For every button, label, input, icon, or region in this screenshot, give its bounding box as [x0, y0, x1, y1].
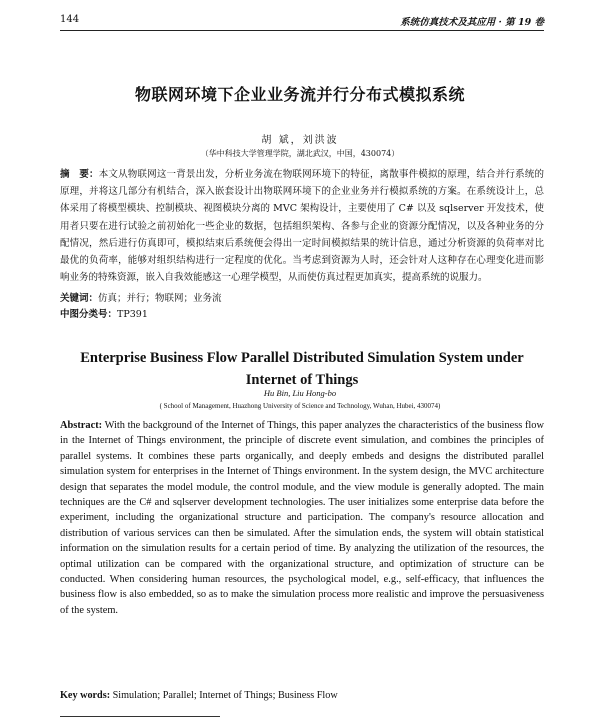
chinese-keywords: [60, 290, 222, 304]
classification-value: TP391: [117, 309, 148, 320]
classification-label: 中图分类号：: [60, 309, 118, 320]
chinese-abstract: [60, 166, 544, 286]
english-abstract-label: Abstract:: [60, 420, 103, 431]
journal-name: 系统仿真技术及其应用 · 第 19 卷: [400, 17, 544, 28]
english-abstract-text: With the background of the Internet of Things, this paper analyzes the characteristics of the business flow in the Internet of Things environment, the principle of discrete event simulation, and combines the principles of parallel systems. It combines these parts organically, and deeply embeds and designs the distributed parallel simulation system for enterprises in the Internet of Things environment. In the system design, the MVC architecture design that separates the model module, the control module, and the view module is generally adopted. The main techniques are the C# and sqlserver development technologies. The user initializes some enterprise data before the experiment, including the organizational structure and participation. The company's resource allocation and distribution of various services can then be simulated. After the simulation ends, the system will obtain statistical information on the simulation results for a certain period of time. By analyzing the utilization of the resources, the optimal utilization can be compared with the organizational structure, and optimization of structure can be conducted. When considering human resources, the psychological model, e.g., self-efficacy, that influences the business flow is also embedded, so as to make the simulation process more realistic and improve the persuasiveness of the system.: [60, 420, 544, 616]
english-keywords-label: Key words:: [60, 690, 111, 701]
english-keywords-text: Simulation; Parallel; Internet of Things; Business Flow: [112, 690, 338, 701]
footnote-rule: [60, 716, 220, 717]
chinese-keywords-text: 仿真；并行；物联网；业务流: [98, 293, 222, 304]
classification-number: [60, 306, 148, 320]
english-authors: Hu Bin, Liu Hong-bo: [263, 388, 337, 398]
chinese-affiliation: （华中科技大学管理学院，湖北武汉，中国，430074）: [200, 149, 400, 158]
running-header: [60, 14, 544, 31]
chinese-abstract-text: 本文从物联网这一背景出发，分析业务流在物联网环境下的特征，离散事件模拟的原理，结合并行系统的原理，并将这几部分有机结合，深入嵌套设计出物联网环境下的企业业务并行模拟系统的方案。在系统设计上，总体采用了将模型模块、控制模块、视图模块分离的 MVC 架构设计，主要使用了 C# 以及 sqlserver 开发技术，使用者只要在进行试验之前初始化一些企业的数据，包括组织架构、各参与企业的资源分配情况，以及各种业务的分配情况，然后进行仿真即可，模拟结束后系统便会得出一定时间模拟结果的统计信息，通过分析资源的负荷率对比最优的负荷率，能够对组织结构进行一定程度的优化。当考虑到资源为人时，还会针对人这种存在心理变化进而影响业务的特殊资源，嵌入自我效能感这一心理学模型，从而使仿真过程更加真实，提高系统的说服力。: [60, 169, 544, 284]
chinese-abstract-label: 摘 要：: [60, 169, 99, 180]
english-keywords: [60, 690, 338, 701]
english-title: Enterprise Business Flow Parallel Distributed Simulation System under Internet of Things: [80, 350, 524, 388]
english-affiliation: ( School of Management, Huazhong University of Science and Technology, Wuhan, Hubei, 430074): [159, 402, 441, 410]
chinese-title: 物联网环境下企业业务流并行分布式模拟系统: [134, 85, 465, 104]
chinese-authors: 胡 斌，刘洪波: [261, 135, 339, 146]
chinese-keywords-label: 关键词：: [60, 293, 99, 304]
english-abstract: [60, 418, 544, 618]
page-number: 144: [60, 14, 80, 25]
